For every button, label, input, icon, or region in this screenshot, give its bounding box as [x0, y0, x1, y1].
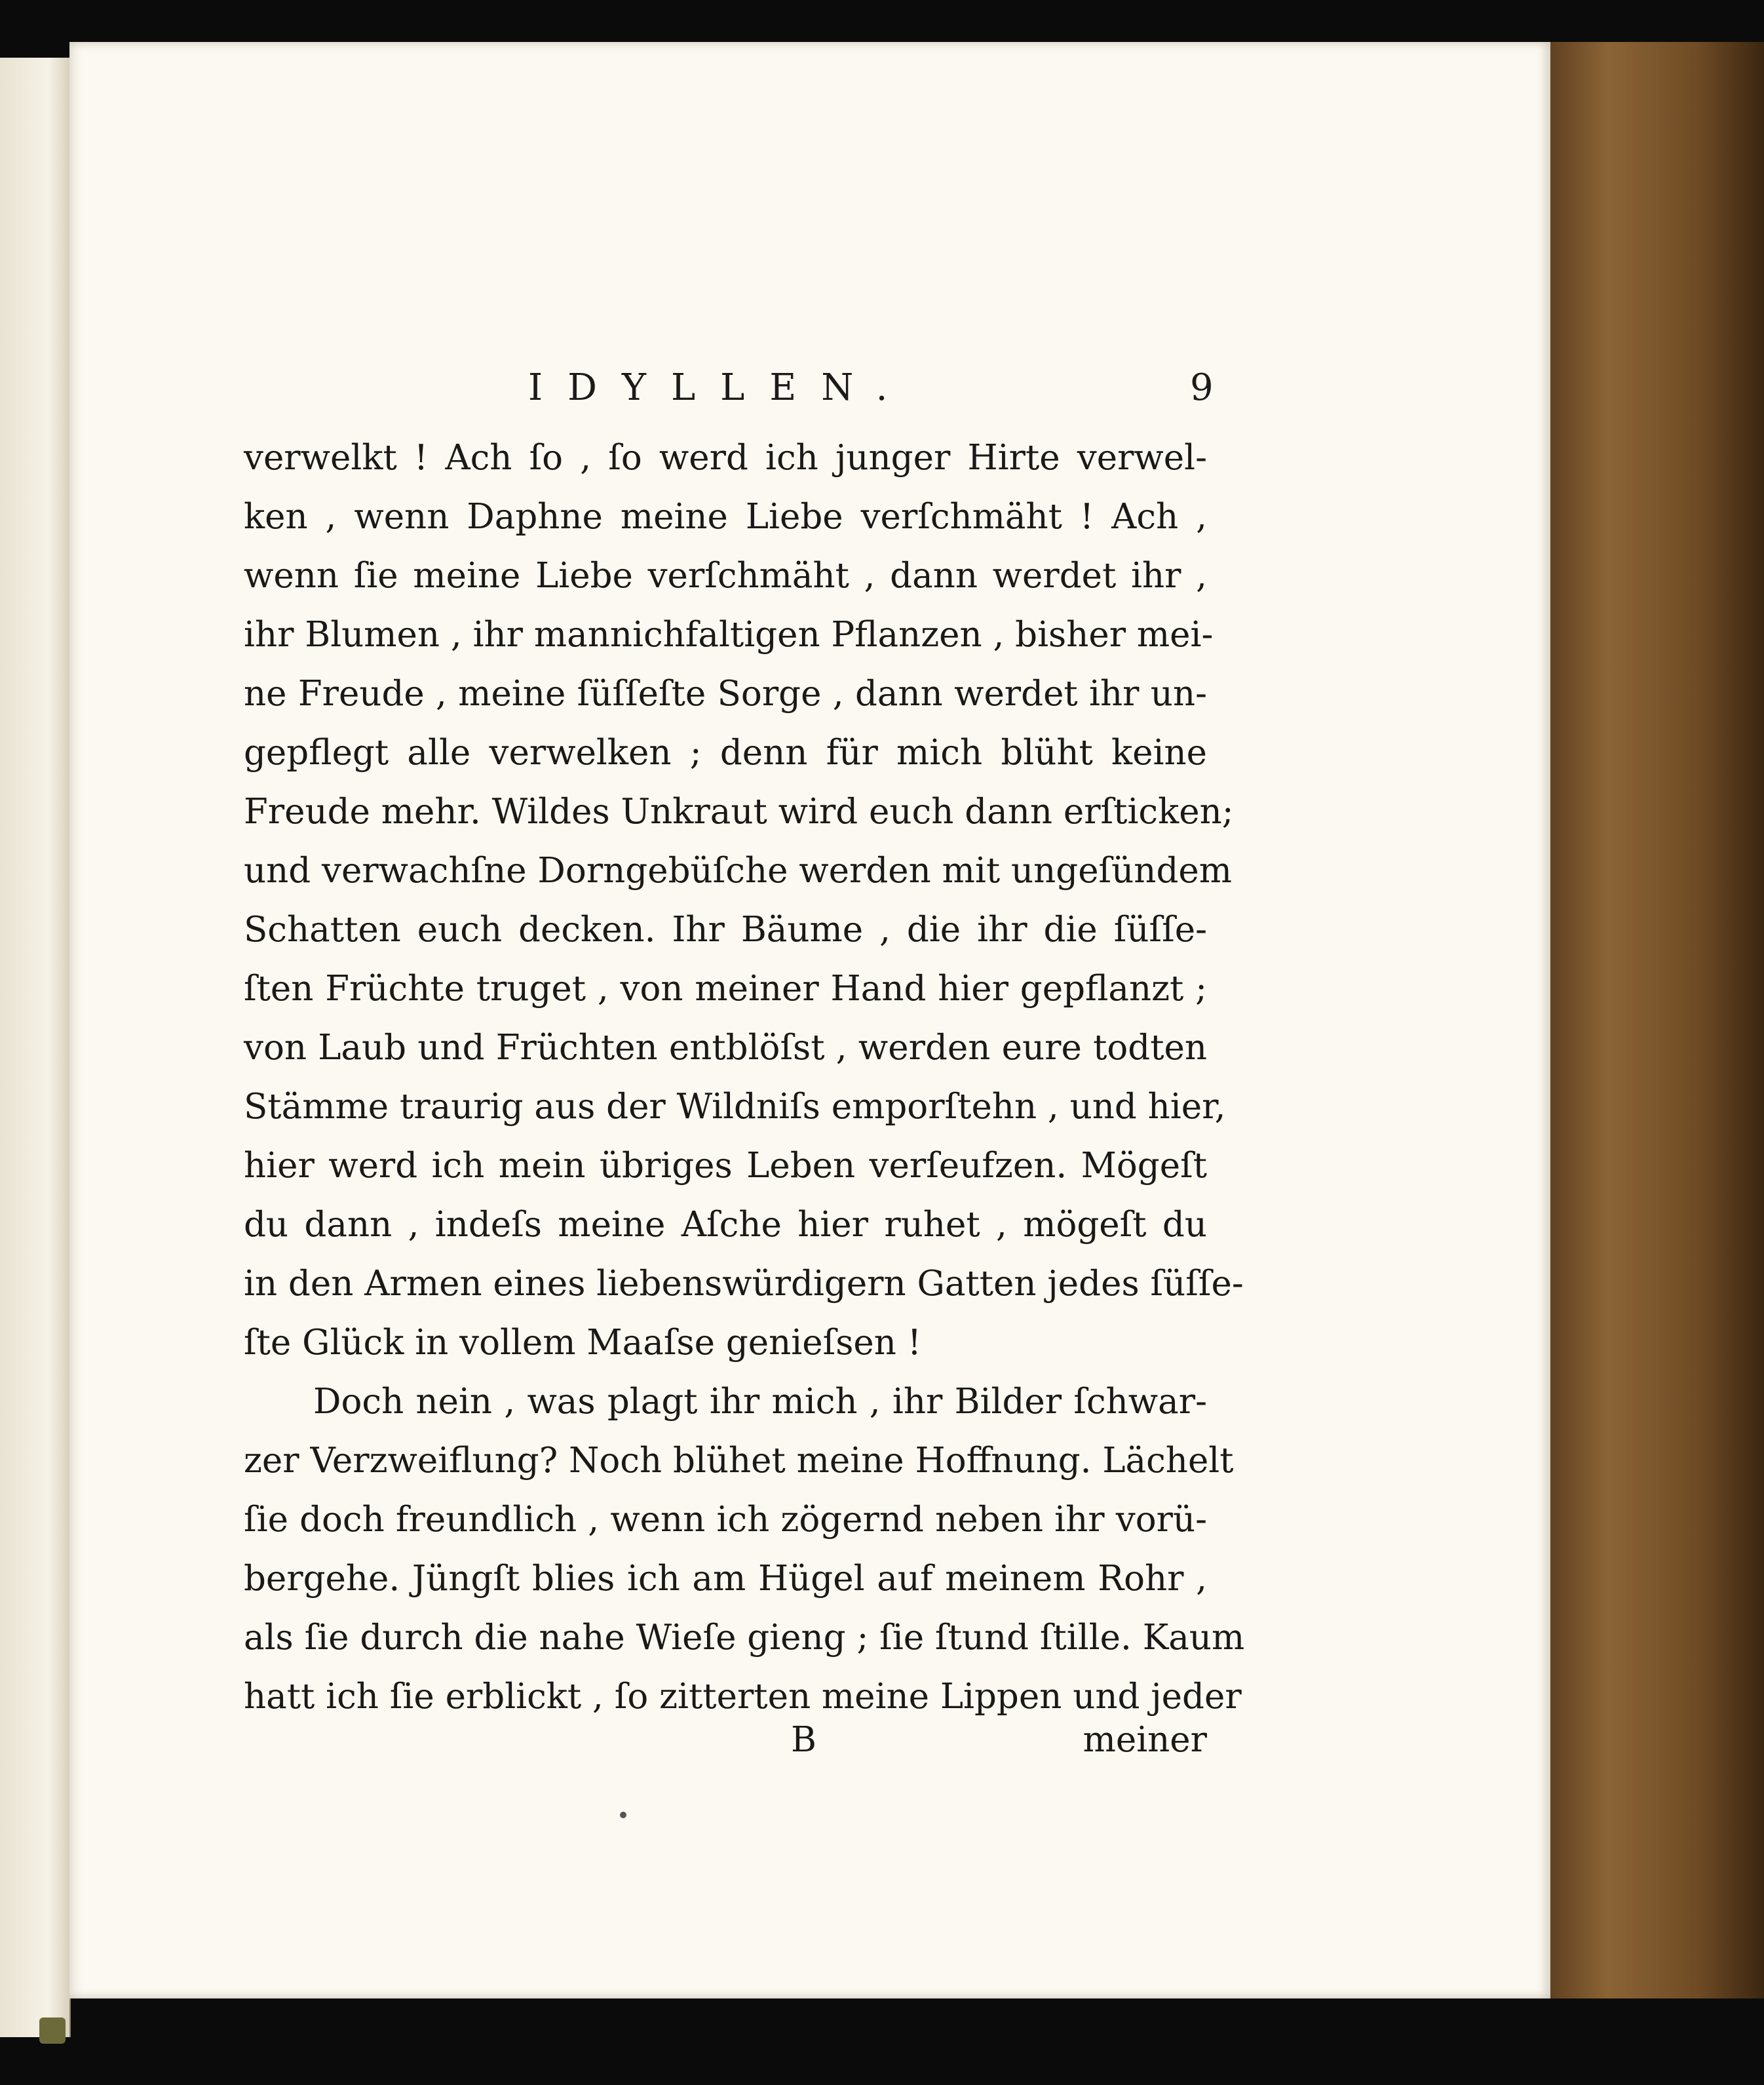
text-line: ne Freude , meine ſüſſeſte Sorge , dann werdet ihr un- — [244, 674, 1207, 714]
text-line: in den Armen eines liebenswürdigern Gatten jedes ſüſſe- — [244, 1264, 1244, 1304]
paragraph-start-line: Doch nein , was plagt ihr mich , ihr Bilder ſchwar- — [313, 1382, 1207, 1422]
text-line: wenn ſie meine Liebe verſchmäht , dann werdet ihr , — [244, 556, 1207, 596]
text-line: hatt ich ſie erblickt , ſo zitterten meine Lippen und jeder — [244, 1677, 1242, 1717]
running-title: IDYLLEN. — [528, 366, 913, 409]
body-text — [244, 429, 1245, 1726]
text-line: ſie doch freundlich , wenn ich zögernd neben ihr vorü- — [244, 1500, 1207, 1540]
book-page — [69, 42, 1550, 1998]
text-line: verwelkt ! Ach ſo , ſo werd ich junger Hirte verwel- — [244, 438, 1207, 478]
paragraph-end-line: ſte Glück in vollem Maaſse genieſsen ! — [244, 1323, 922, 1363]
left-page-edge — [0, 58, 71, 2037]
text-line: Schatten euch decken. Ihr Bäume , die ihr die ſüſſe- — [244, 910, 1207, 950]
text-line: zer Verzweiflung? Noch blühet meine Hoffnung. Lächelt — [244, 1441, 1234, 1481]
text-line: ſten Früchte truget , von meiner Hand hier gepflanzt ; — [244, 969, 1207, 1009]
text-line: hier werd ich mein übriges Leben verſeufzen. Mögeſt — [244, 1146, 1207, 1186]
text-line: Freude mehr. Wildes Unkraut wird euch dann erſticken; — [244, 792, 1234, 832]
page-number: 9 — [1190, 366, 1214, 409]
text-line: ken , wenn Daphne meine Liebe verſchmäht ! Ach , — [244, 497, 1207, 537]
text-line: gepflegt alle verwelken ; denn für mich blüht keine — [244, 733, 1207, 773]
running-head — [69, 366, 1550, 419]
binding-ornament — [39, 2017, 66, 2044]
text-line: du dann , indeſs meine Aſche hier ruhet , mögeſt du — [244, 1205, 1207, 1245]
text-line: ihr Blumen , ihr mannichfaltigen Pflanzen , bisher mei- — [244, 615, 1214, 655]
text-line: Stämme traurig aus der Wildniſs emporſtehn , und hier, — [244, 1087, 1226, 1127]
ink-speck — [620, 1812, 626, 1818]
page-footer — [244, 1720, 1207, 1779]
text-line: als ſie durch die nahe Wieſe gieng ; ſie ſtund ſtille. Kaum — [244, 1618, 1245, 1658]
text-line: bergehe. Jüngſt blies ich am Hügel auf meinem Rohr , — [244, 1559, 1207, 1599]
text-line: und verwachſne Dorngebüſche werden mit ungeſündem — [244, 851, 1232, 891]
signature-mark: B — [791, 1720, 816, 1760]
catchword: meiner — [1083, 1720, 1207, 1760]
book-cover-edge — [1541, 42, 1764, 1998]
text-line: von Laub und Früchten entblöſst , werden eure todten — [244, 1028, 1207, 1068]
